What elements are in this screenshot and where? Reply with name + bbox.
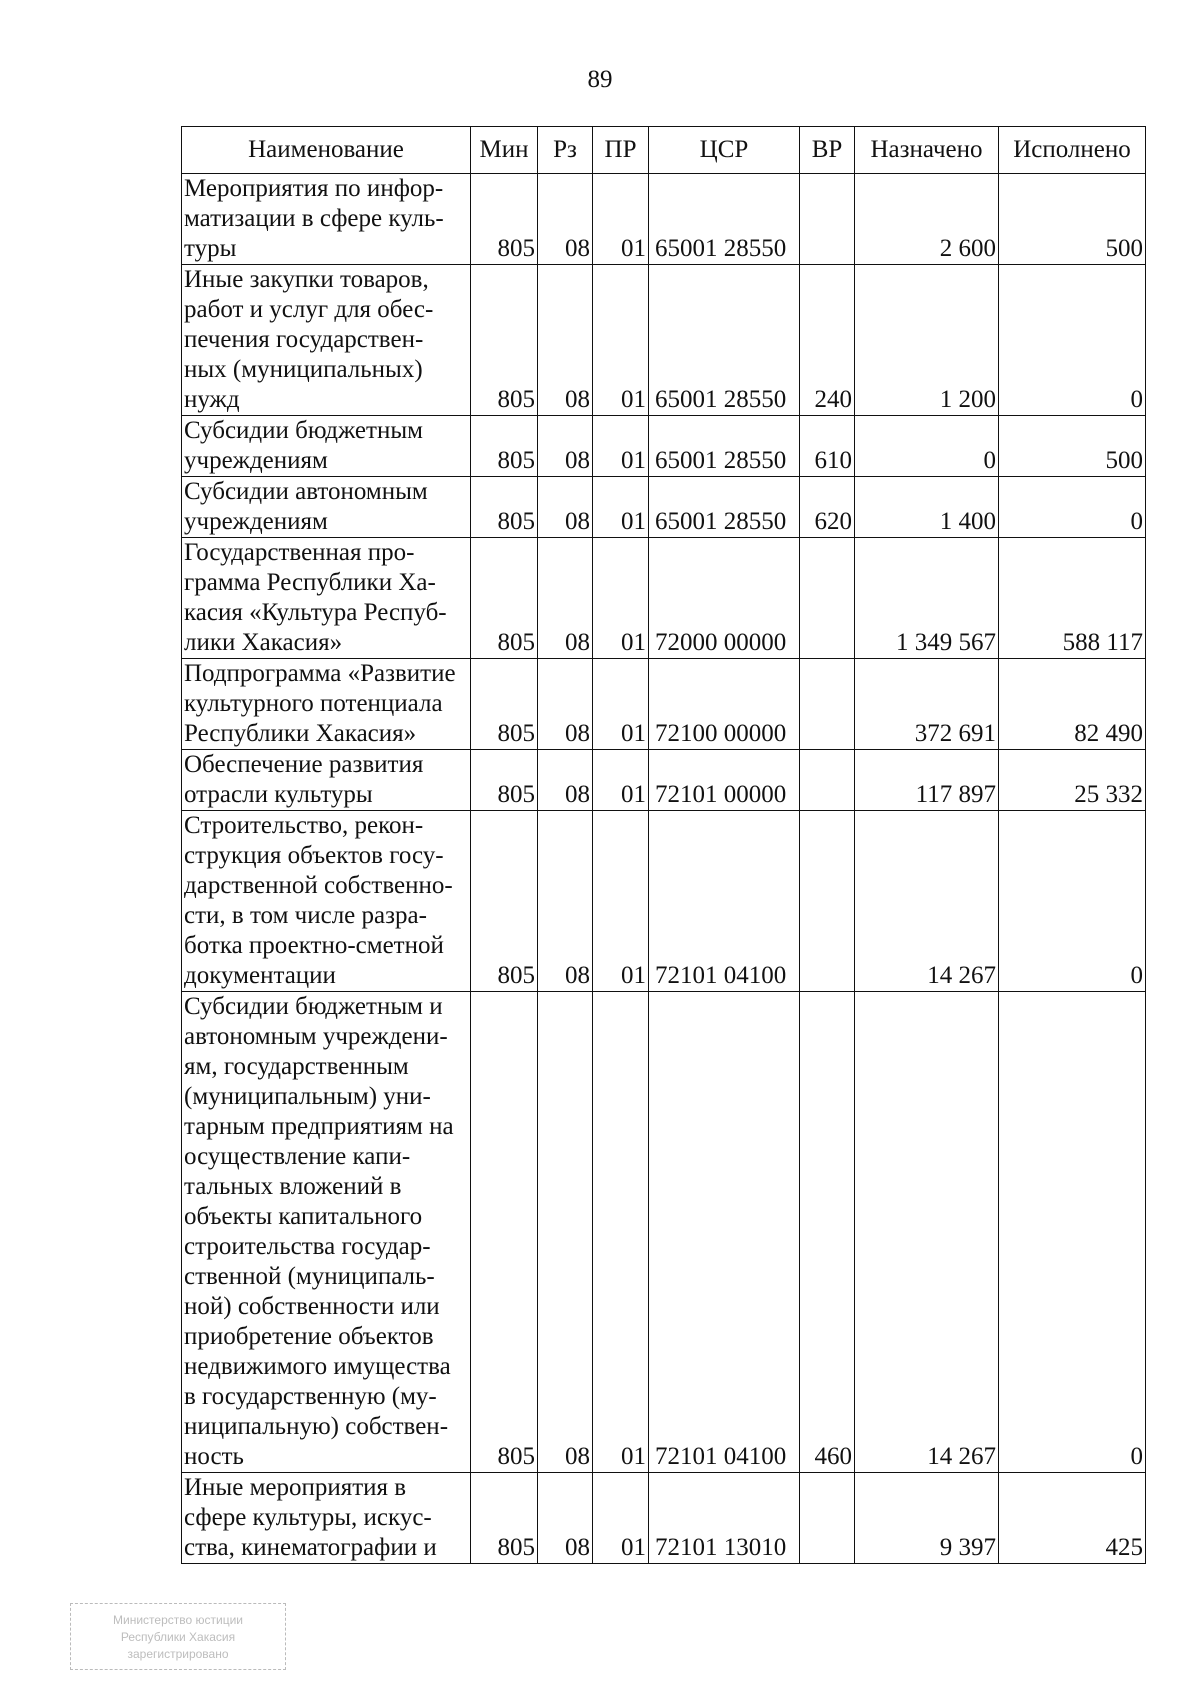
row-vr-cell: [800, 538, 855, 659]
row-min-cell: 805: [471, 1473, 538, 1564]
row-assigned-cell: 9 397: [855, 1473, 999, 1564]
row-min-cell: 805: [471, 659, 538, 750]
row-assigned-cell: 1 400: [855, 477, 999, 538]
row-rz-cell: 08: [538, 659, 593, 750]
header-vr: ВР: [800, 127, 855, 174]
header-name: Наименование: [182, 127, 471, 174]
row-executed-cell: 0: [999, 992, 1146, 1473]
row-csr-cell: 72101 04100: [649, 992, 800, 1473]
header-pr: ПР: [593, 127, 649, 174]
row-vr-cell: [800, 659, 855, 750]
table-row: [182, 265, 1146, 416]
row-pr-cell: 01: [593, 416, 649, 477]
row-vr-cell: [800, 811, 855, 992]
row-name-cell: Субсидии бюджетным и автономным учреждени- ям, государственным (муниципальным) уни- тарным предприятиям на осуществление капи- тальных вложений в объекты капитального строительства государ- ственной (муниципаль- ной) собственности или приобретение объектов недвижимого имущества в государственную (му- ниципальную) собствен- ность: [182, 992, 471, 1473]
row-pr-cell: 01: [593, 992, 649, 1473]
row-pr-cell: 01: [593, 659, 649, 750]
table-row: [182, 659, 1146, 750]
row-executed-cell: 0: [999, 477, 1146, 538]
row-csr-cell: 72101 13010: [649, 1473, 800, 1564]
row-name-cell: Мероприятия по инфор- матизации в сфере куль- туры: [182, 174, 471, 265]
table-row: [182, 750, 1146, 811]
row-pr-cell: 01: [593, 811, 649, 992]
stamp-line: Республики Хакасия: [120, 1630, 236, 1644]
row-min-cell: 805: [471, 538, 538, 659]
row-executed-cell: 500: [999, 416, 1146, 477]
row-rz-cell: 08: [538, 538, 593, 659]
row-rz-cell: 08: [538, 811, 593, 992]
row-rz-cell: 08: [538, 416, 593, 477]
row-assigned-cell: 2 600: [855, 174, 999, 265]
header-assigned: Назначено: [855, 127, 999, 174]
row-rz-cell: 08: [538, 750, 593, 811]
header-rz: Рз: [538, 127, 593, 174]
row-executed-cell: 82 490: [999, 659, 1146, 750]
row-vr-cell: [800, 174, 855, 265]
row-min-cell: 805: [471, 750, 538, 811]
row-name-cell: Субсидии бюджетным учреждениям: [182, 416, 471, 477]
row-name-cell: Государственная про- грамма Республики Ха- касия «Культура Респуб- лики Хакасия»: [182, 538, 471, 659]
row-csr-cell: 72101 04100: [649, 811, 800, 992]
row-name-cell: Субсидии автономным учреждениям: [182, 477, 471, 538]
row-csr-cell: 72101 00000: [649, 750, 800, 811]
row-min-cell: 805: [471, 811, 538, 992]
row-csr-cell: 72000 00000: [649, 538, 800, 659]
table-row: [182, 477, 1146, 538]
budget-table: [181, 126, 1146, 1564]
row-vr-cell: 240: [800, 265, 855, 416]
row-assigned-cell: 1 349 567: [855, 538, 999, 659]
row-vr-cell: [800, 750, 855, 811]
row-name-cell: Обеспечение развития отрасли культуры: [182, 750, 471, 811]
registration-stamp: [70, 1603, 286, 1670]
row-executed-cell: 588 117: [999, 538, 1146, 659]
row-pr-cell: 01: [593, 477, 649, 538]
row-executed-cell: 0: [999, 265, 1146, 416]
row-vr-cell: 610: [800, 416, 855, 477]
table-row: [182, 416, 1146, 477]
header-executed: Исполнено: [999, 127, 1146, 174]
row-executed-cell: 425: [999, 1473, 1146, 1564]
header-min: Мин: [471, 127, 538, 174]
row-assigned-cell: 14 267: [855, 811, 999, 992]
row-pr-cell: 01: [593, 265, 649, 416]
header-csr: ЦСР: [649, 127, 800, 174]
row-assigned-cell: 372 691: [855, 659, 999, 750]
row-pr-cell: 01: [593, 174, 649, 265]
row-csr-cell: 65001 28550: [649, 416, 800, 477]
row-min-cell: 805: [471, 416, 538, 477]
row-csr-cell: 65001 28550: [649, 265, 800, 416]
row-vr-cell: 460: [800, 992, 855, 1473]
row-min-cell: 805: [471, 992, 538, 1473]
table-row: [182, 1473, 1146, 1564]
row-csr-cell: 65001 28550: [649, 477, 800, 538]
row-rz-cell: 08: [538, 1473, 593, 1564]
row-assigned-cell: 117 897: [855, 750, 999, 811]
table-row: [182, 538, 1146, 659]
row-csr-cell: 65001 28550: [649, 174, 800, 265]
table-header-row: [182, 127, 1146, 174]
table-row: [182, 811, 1146, 992]
row-pr-cell: 01: [593, 750, 649, 811]
row-vr-cell: [800, 1473, 855, 1564]
row-rz-cell: 08: [538, 174, 593, 265]
page-number: 89: [587, 66, 613, 93]
row-executed-cell: 25 332: [999, 750, 1146, 811]
row-assigned-cell: 1 200: [855, 265, 999, 416]
stamp-line: Министерство юстиции: [113, 1613, 243, 1627]
row-csr-cell: 72100 00000: [649, 659, 800, 750]
row-rz-cell: 08: [538, 477, 593, 538]
row-vr-cell: 620: [800, 477, 855, 538]
row-name-cell: Иные мероприятия в сфере культуры, искус- ства, кинематографии и: [182, 1473, 471, 1564]
row-rz-cell: 08: [538, 992, 593, 1473]
table-row: [182, 174, 1146, 265]
row-executed-cell: 500: [999, 174, 1146, 265]
row-name-cell: Подпрограмма «Развитие культурного потенциала Республики Хакасия»: [182, 659, 471, 750]
row-executed-cell: 0: [999, 811, 1146, 992]
row-min-cell: 805: [471, 265, 538, 416]
row-rz-cell: 08: [538, 265, 593, 416]
row-min-cell: 805: [471, 477, 538, 538]
row-assigned-cell: 0: [855, 416, 999, 477]
table-row: [182, 992, 1146, 1473]
row-name-cell: Иные закупки товаров, работ и услуг для обес- печения государствен- ных (муниципальных) нужд: [182, 265, 471, 416]
row-min-cell: 805: [471, 174, 538, 265]
row-assigned-cell: 14 267: [855, 992, 999, 1473]
row-name-cell: Строительство, рекон- струкция объектов госу- дарственной собственно- сти, в том числе разра- ботка проектно-сметной документации: [182, 811, 471, 992]
stamp-line: зарегистрировано: [127, 1647, 229, 1661]
row-pr-cell: 01: [593, 1473, 649, 1564]
row-pr-cell: 01: [593, 538, 649, 659]
